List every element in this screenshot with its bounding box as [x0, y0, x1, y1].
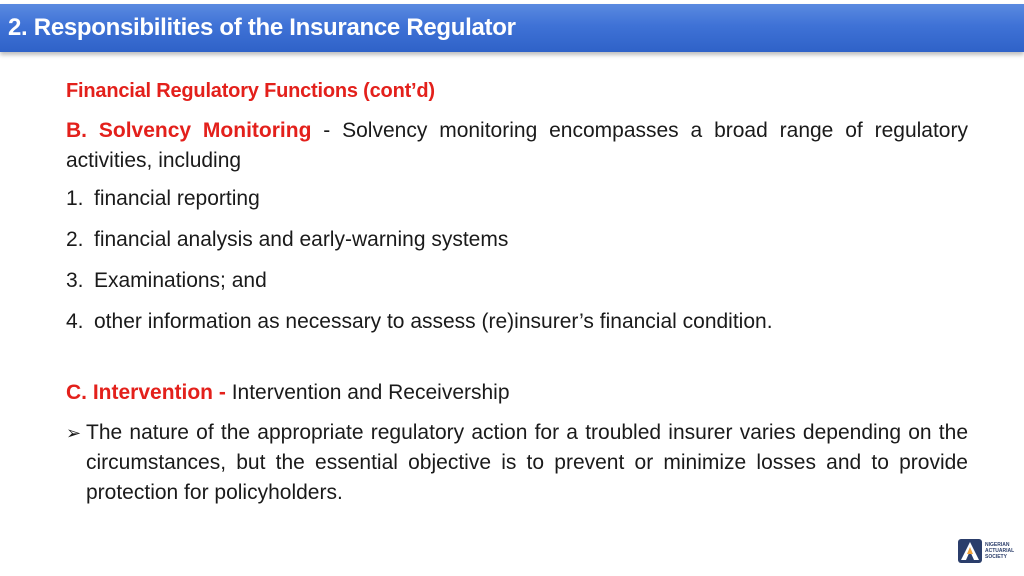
intervention-bullet-text: The nature of the appropriate regulatory action for a troubled insurer varies depending on the circumstances, but the essential objective is to prevent or minimize losses and to provide protection for policyholders.: [86, 421, 968, 504]
intervention-bullet: [66, 418, 968, 508]
solvency-paragraph: [66, 116, 968, 176]
title-bar: [0, 4, 1024, 52]
intervention-paragraph: [66, 378, 968, 408]
logo-emblem-icon: [958, 539, 982, 563]
list-item: [66, 307, 968, 348]
page-title: 2. Responsibilities of the Insurance Regulator: [8, 14, 516, 41]
intervention-heading: C. Intervention -: [66, 381, 232, 404]
list-item-number: 2.: [66, 228, 84, 251]
list-item-number: 4.: [66, 310, 84, 333]
logo-text: [985, 542, 1014, 560]
logo-line: SOCIETY: [985, 554, 1007, 560]
solvency-intro: Solvency monitoring encompasses a broad range of regulatory activities, including: [66, 119, 968, 172]
list-item-text: other information as necessary to assess (re)insurer’s financial condition.: [94, 310, 773, 333]
solvency-list: [66, 184, 968, 348]
list-item-number: 1.: [66, 187, 84, 210]
list-item: [66, 266, 968, 307]
logo-line: ACTUARIAL: [985, 548, 1015, 554]
section-subtitle: Financial Regulatory Functions (cont’d): [66, 80, 435, 102]
solvency-separator: -: [311, 119, 343, 142]
list-item-text: Examinations; and: [94, 269, 267, 292]
logo-line: NIGERIAN: [985, 542, 1010, 548]
slide-content: [66, 76, 968, 508]
arrow-bullet-icon: ➢: [66, 423, 82, 443]
solvency-heading: B. Solvency Monitoring: [66, 119, 312, 142]
spacer: [66, 348, 968, 378]
list-item: [66, 225, 968, 266]
society-logo: [958, 537, 1020, 565]
intervention-intro: Intervention and Receivership: [231, 381, 510, 404]
list-item: [66, 184, 968, 225]
list-item-text: financial analysis and early-warning systems: [94, 228, 509, 251]
list-item-number: 3.: [66, 269, 84, 292]
list-item-text: financial reporting: [94, 187, 260, 210]
